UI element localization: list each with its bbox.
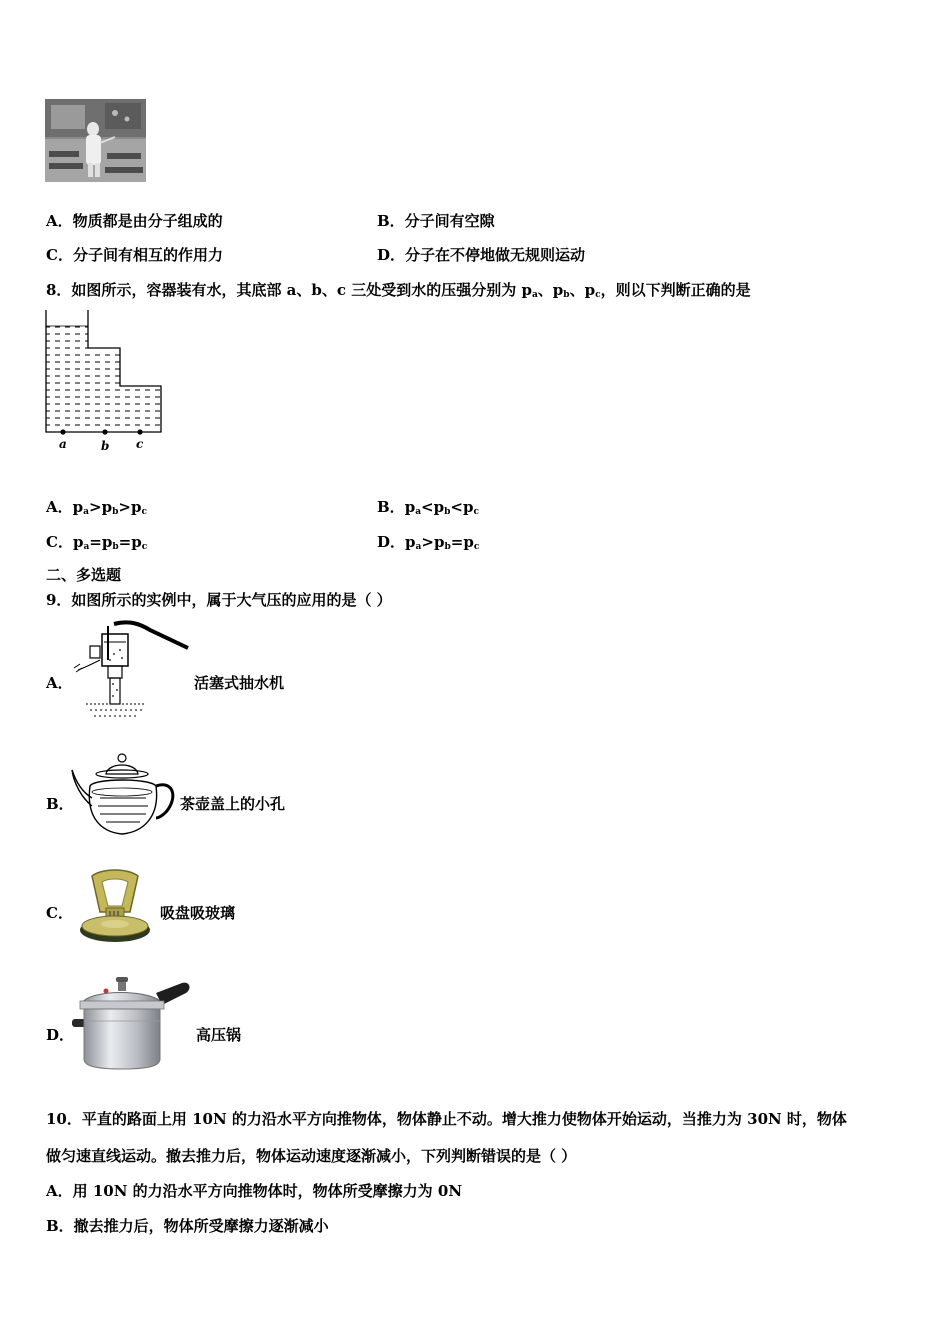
q10-stem-line2: 做匀速直线运动。撤去推力后，物体运动速度逐渐减小，下列判断错误的是（ ） [46, 1147, 577, 1165]
q10-option-a: A．用 10N 的力沿水平方向推物体时，物体所受摩擦力为 0N [46, 1182, 463, 1200]
q10-stem-line1: 10．平直的路面上用 10N 的力沿水平方向推物体，物体静止不动。增大推力使物体开始运动，当推力为 30N 时，物体 [46, 1110, 847, 1128]
q8-option-b: B．$p_a<p_b<p_c$ [377, 498, 479, 517]
q7-option-d: D．分子在不停地做无规则运动 [377, 246, 586, 264]
q9-option-d-letter: D． [46, 1026, 75, 1044]
q9-option-a-letter: A． [46, 674, 73, 692]
label-a: a [59, 437, 67, 451]
classroom-photo [45, 99, 146, 182]
pressure-cooker-illustration [72, 975, 192, 1071]
q7-option-c: C．分子间有相互的作用力 [46, 246, 223, 264]
q8-option-a: A．$p_a>p_b>p_c$ [46, 498, 147, 517]
q9-option-a-label: 活塞式抽水机 [194, 674, 285, 692]
stepped-container-diagram [44, 310, 166, 452]
section-title: 二、多选题 [46, 566, 122, 584]
q7-option-a: A．物质都是由分子组成的 [46, 212, 223, 230]
q9-stem: 9．如图所示的实例中，属于大气压的应用的是（ ） [46, 591, 392, 609]
q9-option-d-label: 高压锅 [196, 1026, 242, 1044]
suction-cup-illustration [78, 866, 152, 946]
q9-option-b-label: 茶壶盖上的小孔 [180, 795, 286, 813]
q9-option-c-letter: C． [46, 904, 73, 922]
teapot-illustration [70, 752, 178, 838]
label-c: c [136, 437, 144, 451]
piston-pump-illustration [70, 620, 190, 720]
q8-option-d: D．$p_a>p_b=p_c$ [377, 533, 480, 552]
label-b: b [101, 439, 110, 453]
q8-option-c: C．$p_a=p_b=p_c$ [46, 533, 148, 552]
q7-option-b: B．分子间有空隙 [377, 212, 495, 230]
q8-stem: 8．如图所示，容器装有水，其底部 a、b、c 三处受到水的压强分别为 $p_a$、$p_b$、$p_c$，则以下判断正确的是 [46, 281, 751, 300]
q10-option-b: B．撤去推力后，物体所受摩擦力逐渐减小 [46, 1217, 329, 1235]
q9-option-c-label: 吸盘吸玻璃 [160, 904, 236, 922]
q9-option-b-letter: B． [46, 795, 74, 813]
